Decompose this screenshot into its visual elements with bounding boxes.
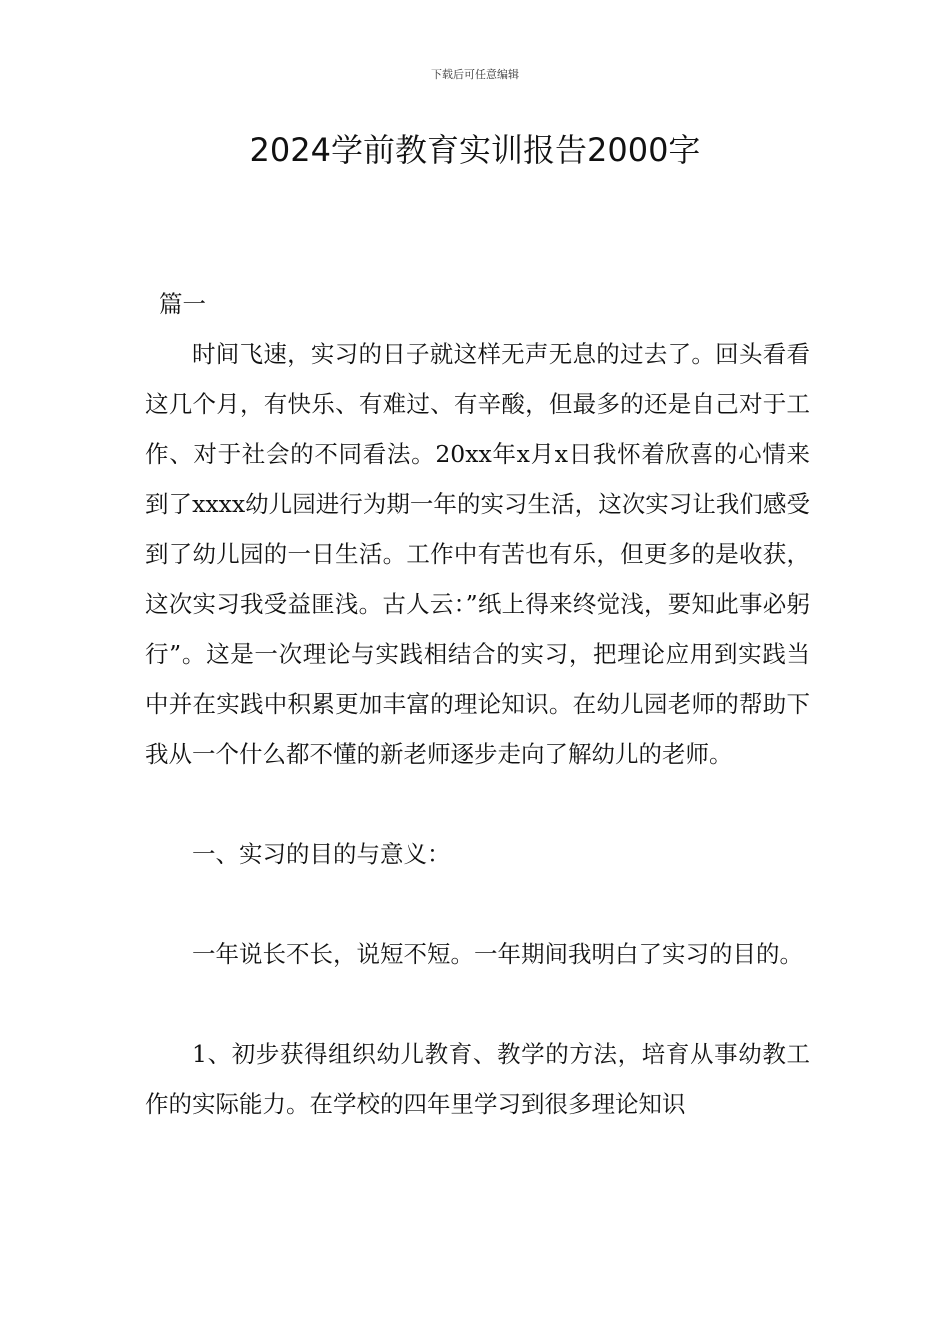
paragraph-purpose: 一年说长不长，说短不短。一年期间我明白了实习的目的。 (192, 940, 803, 968)
section-label: 篇一 (159, 290, 206, 318)
paragraph-spacer (145, 779, 810, 829)
paragraph-spacer (145, 879, 810, 929)
header-note: 下载后可任意编辑 (431, 68, 519, 81)
document-title: 2024学前教育实训报告2000字 (249, 131, 701, 169)
paragraph-intro: 时间飞速，实习的日子就这样无声无息的过去了。回头看看这几个月，有快乐、有难过、有辛酸，但最多的还是自己对于工作、对于社会的不同看法。20xx年x月x日我怀着欣喜的心情来到了xxxx幼儿园进行为期一年的实习生活，这次实习让我们感受到了幼儿园的一日生活。工作中有苦也有乐，但更多的是收获，这次实习我受益匪浅。古人云：”纸上得来终觉浅，要知此事必躬行”。这是一次理论与实践相结合的实习，把理论应用到实践当中并在实践中积累更加丰富的理论知识。在幼儿园老师的帮助下我从一个什么都不懂的新老师逐步走向了解幼儿的老师。 (145, 340, 810, 768)
heading-section-1: 一、实习的目的与意义： (192, 840, 451, 868)
paragraph-item-1: 1、初步获得组织幼儿教育、教学的方法，培育从事幼教工作的实际能力。在学校的四年里学习到很多理论知识 (145, 1040, 810, 1118)
paragraph-spacer (145, 979, 810, 1029)
document-body (145, 279, 810, 1129)
